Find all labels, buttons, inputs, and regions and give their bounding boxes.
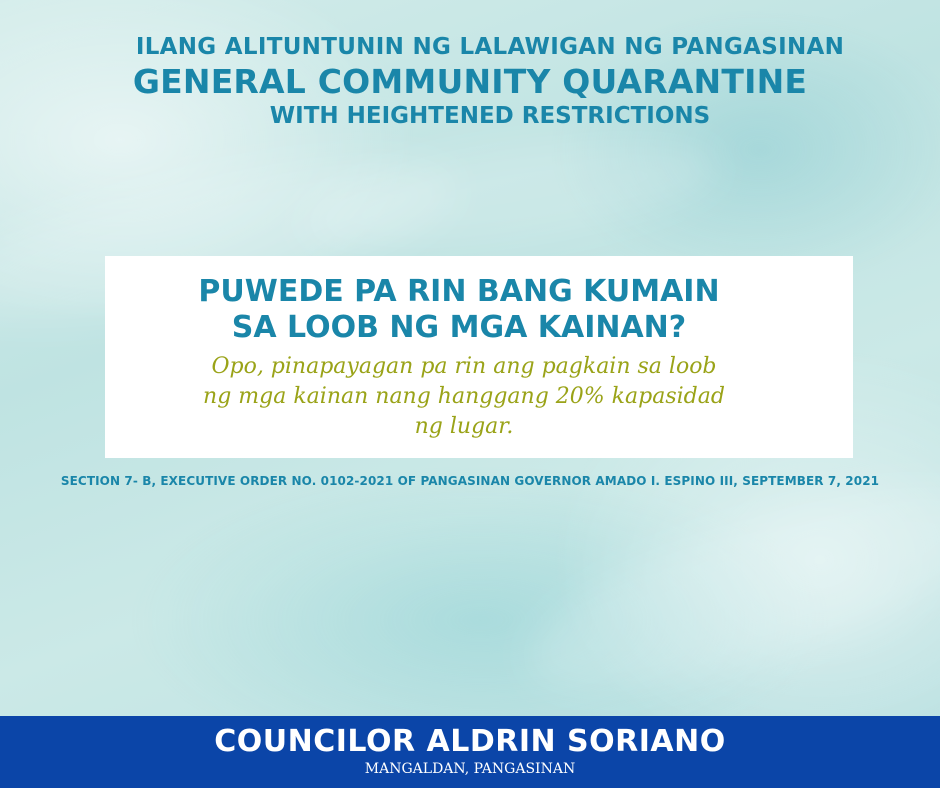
footer-place: MANGALDAN, PANGASINAN <box>364 761 576 777</box>
question-line: PUWEDE PA RIN BANG KUMAIN <box>198 274 720 309</box>
answer <box>105 352 823 442</box>
header-tagline: WITH HEIGHTENED RESTRICTIONS <box>269 103 711 129</box>
answer-line: Opo, pinapayagan pa rin ang pagkain sa loob <box>211 354 717 379</box>
footer-banner <box>0 716 940 788</box>
header-subtitle: ILANG ALITUNTUNIN NG LALAWIGAN NG PANGASINAN <box>135 34 845 60</box>
header-title: GENERAL COMMUNITY QUARANTINE <box>132 62 808 101</box>
background-brush-stroke <box>296 121 724 269</box>
qa-card <box>105 256 853 458</box>
question-line: SA LOOB NG MGA KAINAN? <box>231 310 687 345</box>
answer-line: ng lugar. <box>414 414 514 439</box>
answer-line: ng mga kainan nang hanggang 20% kapasidad <box>203 384 725 409</box>
header <box>0 34 940 129</box>
footer-name: COUNCILOR ALDRIN SORIANO <box>214 724 726 759</box>
background-brush-stroke <box>510 449 940 730</box>
question <box>105 274 813 346</box>
source-citation: SECTION 7- B, EXECUTIVE ORDER NO. 0102-2021 OF PANGASINAN GOVERNOR AMADO I. ESPINO III, SEPTEMBER 7, 2021 <box>60 474 880 488</box>
